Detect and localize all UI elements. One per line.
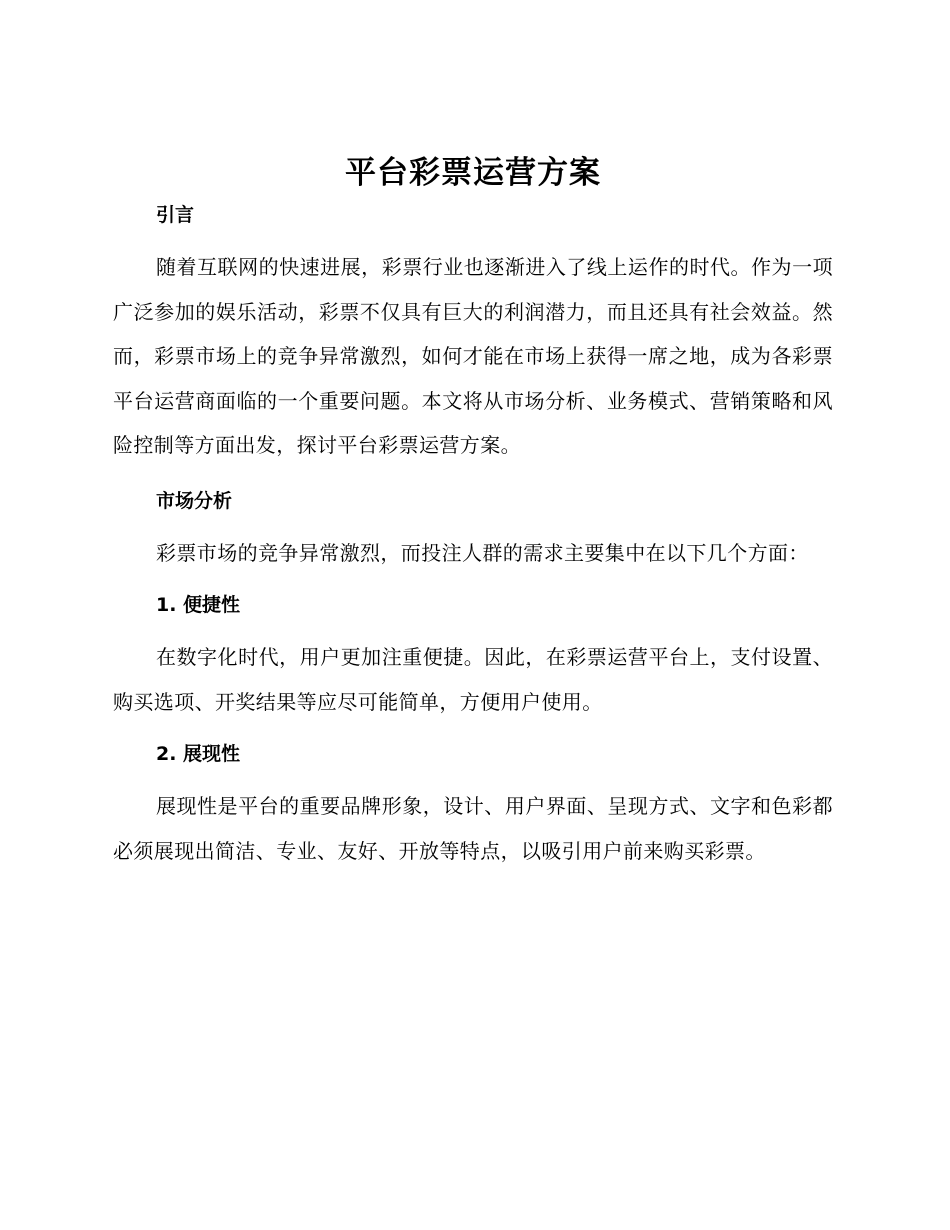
document-page (113, 148, 833, 873)
introduction-paragraph: 随着互联网的快速进展，彩票行业也逐渐进入了线上运作的时代。作为一项广泛参加的娱乐活动，彩票不仅具有巨大的利润潜力，而且还具有社会效益。然而，彩票市场上的竞争异常激烈，如何才能在市场上获得一席之地，成为各彩票平台运营商面临的一个重要问题。本文将从市场分析、业务模式、营销策略和风险控制等方面出发，探讨平台彩票运营方案。 (113, 255, 833, 457)
market-analysis-paragraph: 彩票市场的竞争异常激烈，而投注人群的需求主要集中在以下几个方面： (156, 540, 809, 565)
spacer (113, 516, 833, 531)
spacer (113, 468, 833, 486)
convenience-paragraph: 在数字化时代，用户更加注重便捷。因此，在彩票运营平台上，支付设置、购买选项、开奖结果等应尽可能简单，方便用户使用。 (113, 645, 833, 714)
section-heading-introduction: 引言 (156, 204, 195, 226)
section-heading-presentation: 2. 展现性 (156, 743, 241, 765)
spacer (113, 230, 833, 245)
spacer (113, 575, 833, 590)
presentation-paragraph: 展现性是平台的重要品牌形象，设计、用户界面、呈现方式、文字和色彩都必须展现出简洁、专业、友好、开放等特点，以吸引用户前来购买彩票。 (113, 794, 833, 863)
section-heading-market-analysis: 市场分析 (156, 489, 233, 512)
spacer (113, 724, 833, 739)
spacer (113, 769, 833, 784)
section-heading-convenience: 1. 便捷性 (156, 594, 241, 616)
spacer (113, 620, 833, 635)
document-title: 平台彩票运营方案 (345, 155, 601, 191)
